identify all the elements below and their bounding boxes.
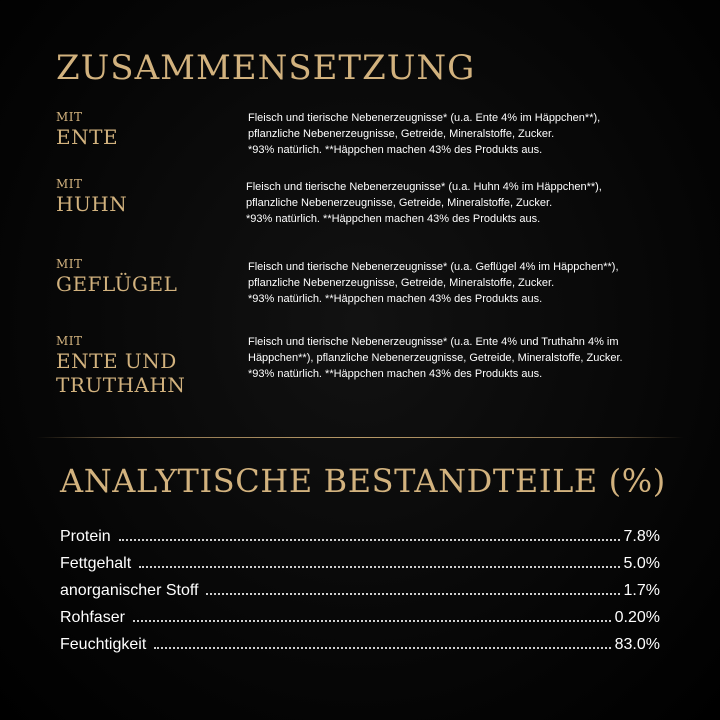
analysis-row [60,526,660,553]
variant-prefix: MIT [56,177,83,191]
description-line: Häppchen**), pflanzliche Nebenerzeugnisse, Getreide, Mineralstoffe, Zucker. [248,352,623,364]
section-divider [36,437,684,438]
variant-name: ENTE [56,125,119,149]
description-line: pflanzliche Nebenerzeugnisse, Getreide, Mineralstoffe, Zucker. [246,197,553,209]
analysis-value: 7.8% [623,528,660,545]
variant-name-line: ENTE UND [56,349,177,373]
description-line: Fleisch und tierische Nebenerzeugnisse* (u.a. Huhn 4% im Häppchen**), [246,181,602,193]
variant-name [56,349,236,397]
dot-leader [139,566,619,568]
variant-name: GEFLÜGEL [56,272,178,296]
variant-name-line: TRUTHAHN [56,373,186,397]
description-line: *93% natürlich. **Häppchen machen 43% des Produkts aus. [248,293,543,305]
analysis-title: ANALYTISCHE BESTANDTEILE (%) [60,462,666,500]
dot-leader [119,539,620,541]
analysis-row [60,634,660,661]
analysis-list [60,526,660,661]
variant-description [246,179,666,227]
variant-prefix: MIT [56,334,83,348]
analysis-value: 1.7% [623,582,660,599]
description-line: *93% natürlich. **Häppchen machen 43% des Produkts aus. [246,213,541,225]
description-line: Fleisch und tierische Nebenerzeugnisse* (u.a. Ente 4% und Truthahn 4% im [248,336,619,348]
analysis-label: Protein [60,528,111,545]
description-line: pflanzliche Nebenerzeugnisse, Getreide, Mineralstoffe, Zucker. [248,277,555,289]
analysis-label: Rohfaser [60,609,125,626]
analysis-label: Fettgehalt [60,555,132,572]
variant-description [248,334,668,382]
analysis-label: anorganischer Stoff [60,582,199,599]
variant-prefix: MIT [56,110,83,124]
analysis-value: 0.20% [614,609,660,626]
variant-description [248,110,668,158]
description-line: *93% natürlich. **Häppchen machen 43% des Produkts aus. [248,368,543,380]
dot-leader [154,647,610,649]
variant-description [248,259,668,307]
variant-name: HUHN [56,192,128,216]
dot-leader [133,620,611,622]
analysis-row [60,607,660,634]
description-line: *93% natürlich. **Häppchen machen 43% des Produkts aus. [248,144,543,156]
analysis-label: Feuchtigkeit [60,636,147,653]
analysis-row [60,580,660,607]
description-line: pflanzliche Nebenerzeugnisse, Getreide, Mineralstoffe, Zucker. [248,128,555,140]
analysis-value: 83.0% [614,636,660,653]
variant-prefix: MIT [56,257,83,271]
analysis-row [60,553,660,580]
description-line: Fleisch und tierische Nebenerzeugnisse* (u.a. Geflügel 4% im Häppchen**), [248,261,619,273]
dot-leader [206,593,619,595]
analysis-value: 5.0% [623,555,660,572]
description-line: Fleisch und tierische Nebenerzeugnisse* (u.a. Ente 4% im Häppchen**), [248,112,601,124]
composition-title: ZUSAMMENSETZUNG [56,48,476,88]
